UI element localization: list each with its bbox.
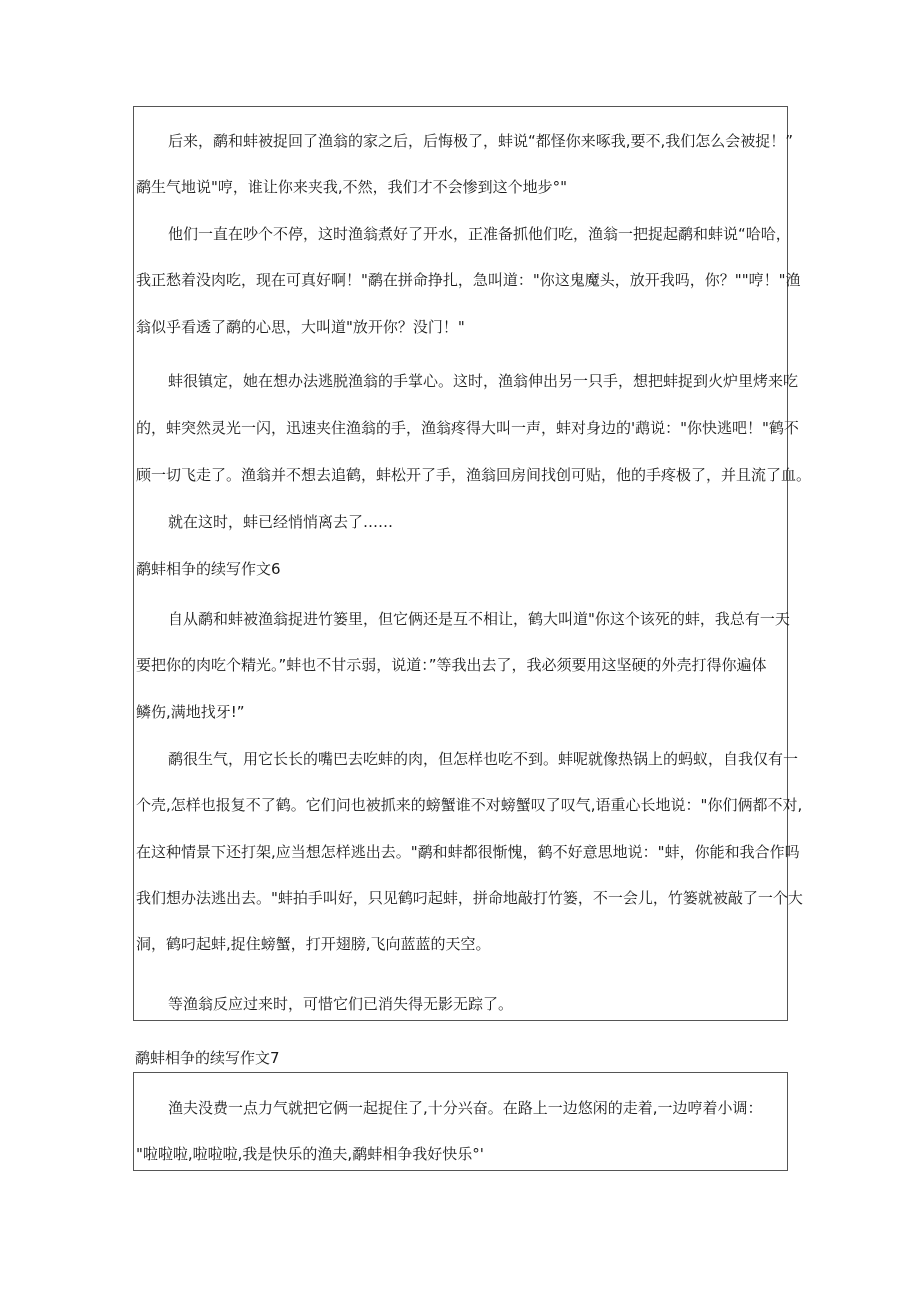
paragraph-line: 就在这时，蚌已经悄悄离去了……: [168, 513, 394, 531]
text-box-section-7: [133, 1072, 788, 1171]
paragraph-line: 个壳,怎样也报复不了鹤。它们问也被抓来的螃蟹谁不对螃蟹叹了叹气,语重心长地说："你们俩都不对,: [136, 796, 803, 814]
paragraph-line: 顾一切飞走了。渔翁并不想去追鹤，蚌松开了手，渔翁回房间找创可贴，他的手疼极了，并且流了血。: [136, 466, 812, 484]
paragraph-line: 翁似乎看透了鹬的心思，大叫道"放开你？没门！": [136, 318, 465, 336]
paragraph-line: 洞，鹤叼起蚌,捉住螃蟹，打开翅膀,飞向蓝蓝的天空。: [136, 935, 491, 953]
paragraph-line: 蚌很镇定，她在想办法逃脱渔翁的手掌心。这时，渔翁伸出另一只手，想把蚌捉到火炉里烤来吃: [168, 372, 799, 390]
paragraph-line: 鹬生气地说"哼，谁让你来夹我,不然，我们才不会惨到这个地步°": [136, 178, 568, 196]
paragraph-line: 要把你的肉吃个精光。”蚌也不甘示弱，说道：”等我出去了，我必须要用这坚硬的外壳打得你遍体: [136, 656, 767, 674]
paragraph-line: "啦啦啦,啦啦啦,我是快乐的渔夫,鹬蚌相争我好快乐°': [136, 1145, 484, 1163]
paragraph-line: 他们一直在吵个不停，这时渔翁煮好了开水，正准备抓他们吃，渔翁一把捉起鹬和蚌说“哈哈，: [168, 225, 791, 243]
paragraph-line: 我正愁着没肉吃，现在可真好啊！"鹬在拼命挣扎，急叫道："你这鬼魔头，放开我吗，你？""哼！"渔: [136, 271, 801, 289]
section-heading-7: 鹬蚌相争的续写作文7: [135, 1049, 280, 1067]
paragraph-line: 鳞伤,满地找牙!”: [136, 703, 245, 721]
paragraph-line: 自从鹬和蚌被渔翁捉进竹篓里，但它俩还是互不相让，鹤大叫道"你这个该死的蚌，我总有一天: [168, 610, 790, 628]
paragraph-line: 鹬很生气，用它长长的嘴巴去吃蚌的肉，但怎样也吃不到。蚌呢就像热锅上的蚂蚁，自我仅有一: [168, 750, 799, 768]
paragraph-line: 在这种情景下还打架,应当想怎样逃出去。"鹬和蚌都很惭愧，鹤不好意思地说："蚌，你能和我合作吗: [136, 843, 800, 861]
section-heading-6: 鹬蚌相争的续写作文6: [136, 560, 281, 578]
paragraph-line: 渔夫没费一点力气就把它俩一起捉住了,十分兴奋。在路上一边悠闲的走着,一边哼着小调：: [168, 1099, 763, 1117]
paragraph-line: 的，蚌突然灵光一闪，迅速夹住渔翁的手，渔翁疼得大叫一声，蚌对身边的'鹉说："你快逃吧！"鹤不: [136, 419, 799, 437]
text-box-section-5-6: [133, 106, 812, 1021]
paragraph-line: 等渔翁反应过来时，可惜它们已消失得无影无踪了。: [168, 995, 514, 1013]
paragraph-line: 后来，鹬和蚌被捉回了渔翁的家之后，后悔极了，蚌说“都怪你来啄我,要不,我们怎么会被捉！”: [168, 132, 794, 150]
paragraph-line: 我们想办法逃出去。"蚌拍手叫好，只见鹤叼起蚌，拼命地敲打竹篓，不一会儿，竹篓就被敲了一个大: [136, 889, 803, 907]
